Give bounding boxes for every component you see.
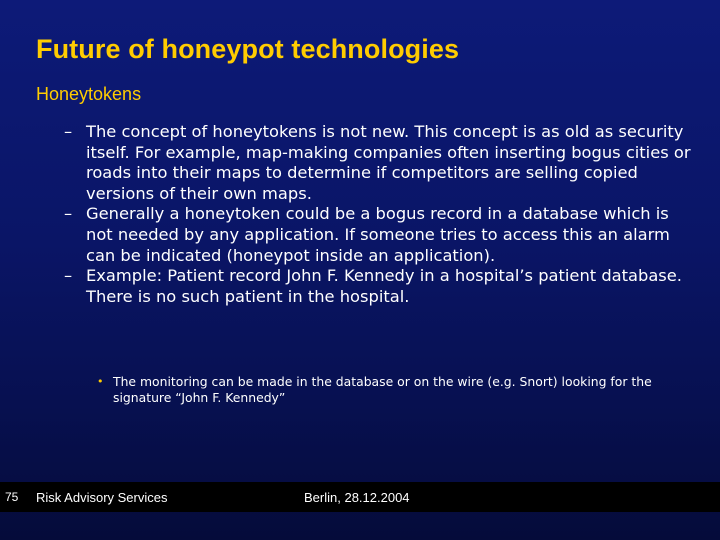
organization-name: Risk Advisory Services [36,490,168,505]
bullet-text: Generally a honeytoken could be a bogus record in a database which is not needed by any application. If someone tries to access this an alarm can be indicated (honeypot inside an application). [86,204,670,265]
sub-bullet-list [96,374,676,406]
dash-marker: – [64,204,73,224]
slide-title: Future of honeypot technologies [36,34,460,64]
sub-bullet-item [96,374,676,406]
bullet-text: Example: Patient record John F. Kennedy in a hospital’s patient database. There is no such patient in the hospital. [86,266,682,306]
bullet-text: The concept of honeytokens is not new. This concept is as old as security itself. For example, map-making companies often inserting bogus cities or roads into their maps to determine if competitors are selling copied versions of their own maps. [86,122,691,203]
bullet-dot-icon: • [97,375,104,388]
place-date: Berlin, 28.12.2004 [304,490,410,505]
page-number: 75 [5,490,19,504]
dash-marker: – [64,122,73,141]
bullet-list [64,122,694,307]
bullet-item [64,122,694,204]
footer-bar [0,482,720,512]
sub-bullet-text: The monitoring can be made in the database or on the wire (e.g. Snort) looking for the signature “John F. Kennedy” [113,374,652,405]
dash-marker: – [64,266,73,286]
bullet-item [64,204,694,266]
slide-subtitle: Honeytokens [36,84,142,104]
bullet-item [64,266,694,307]
